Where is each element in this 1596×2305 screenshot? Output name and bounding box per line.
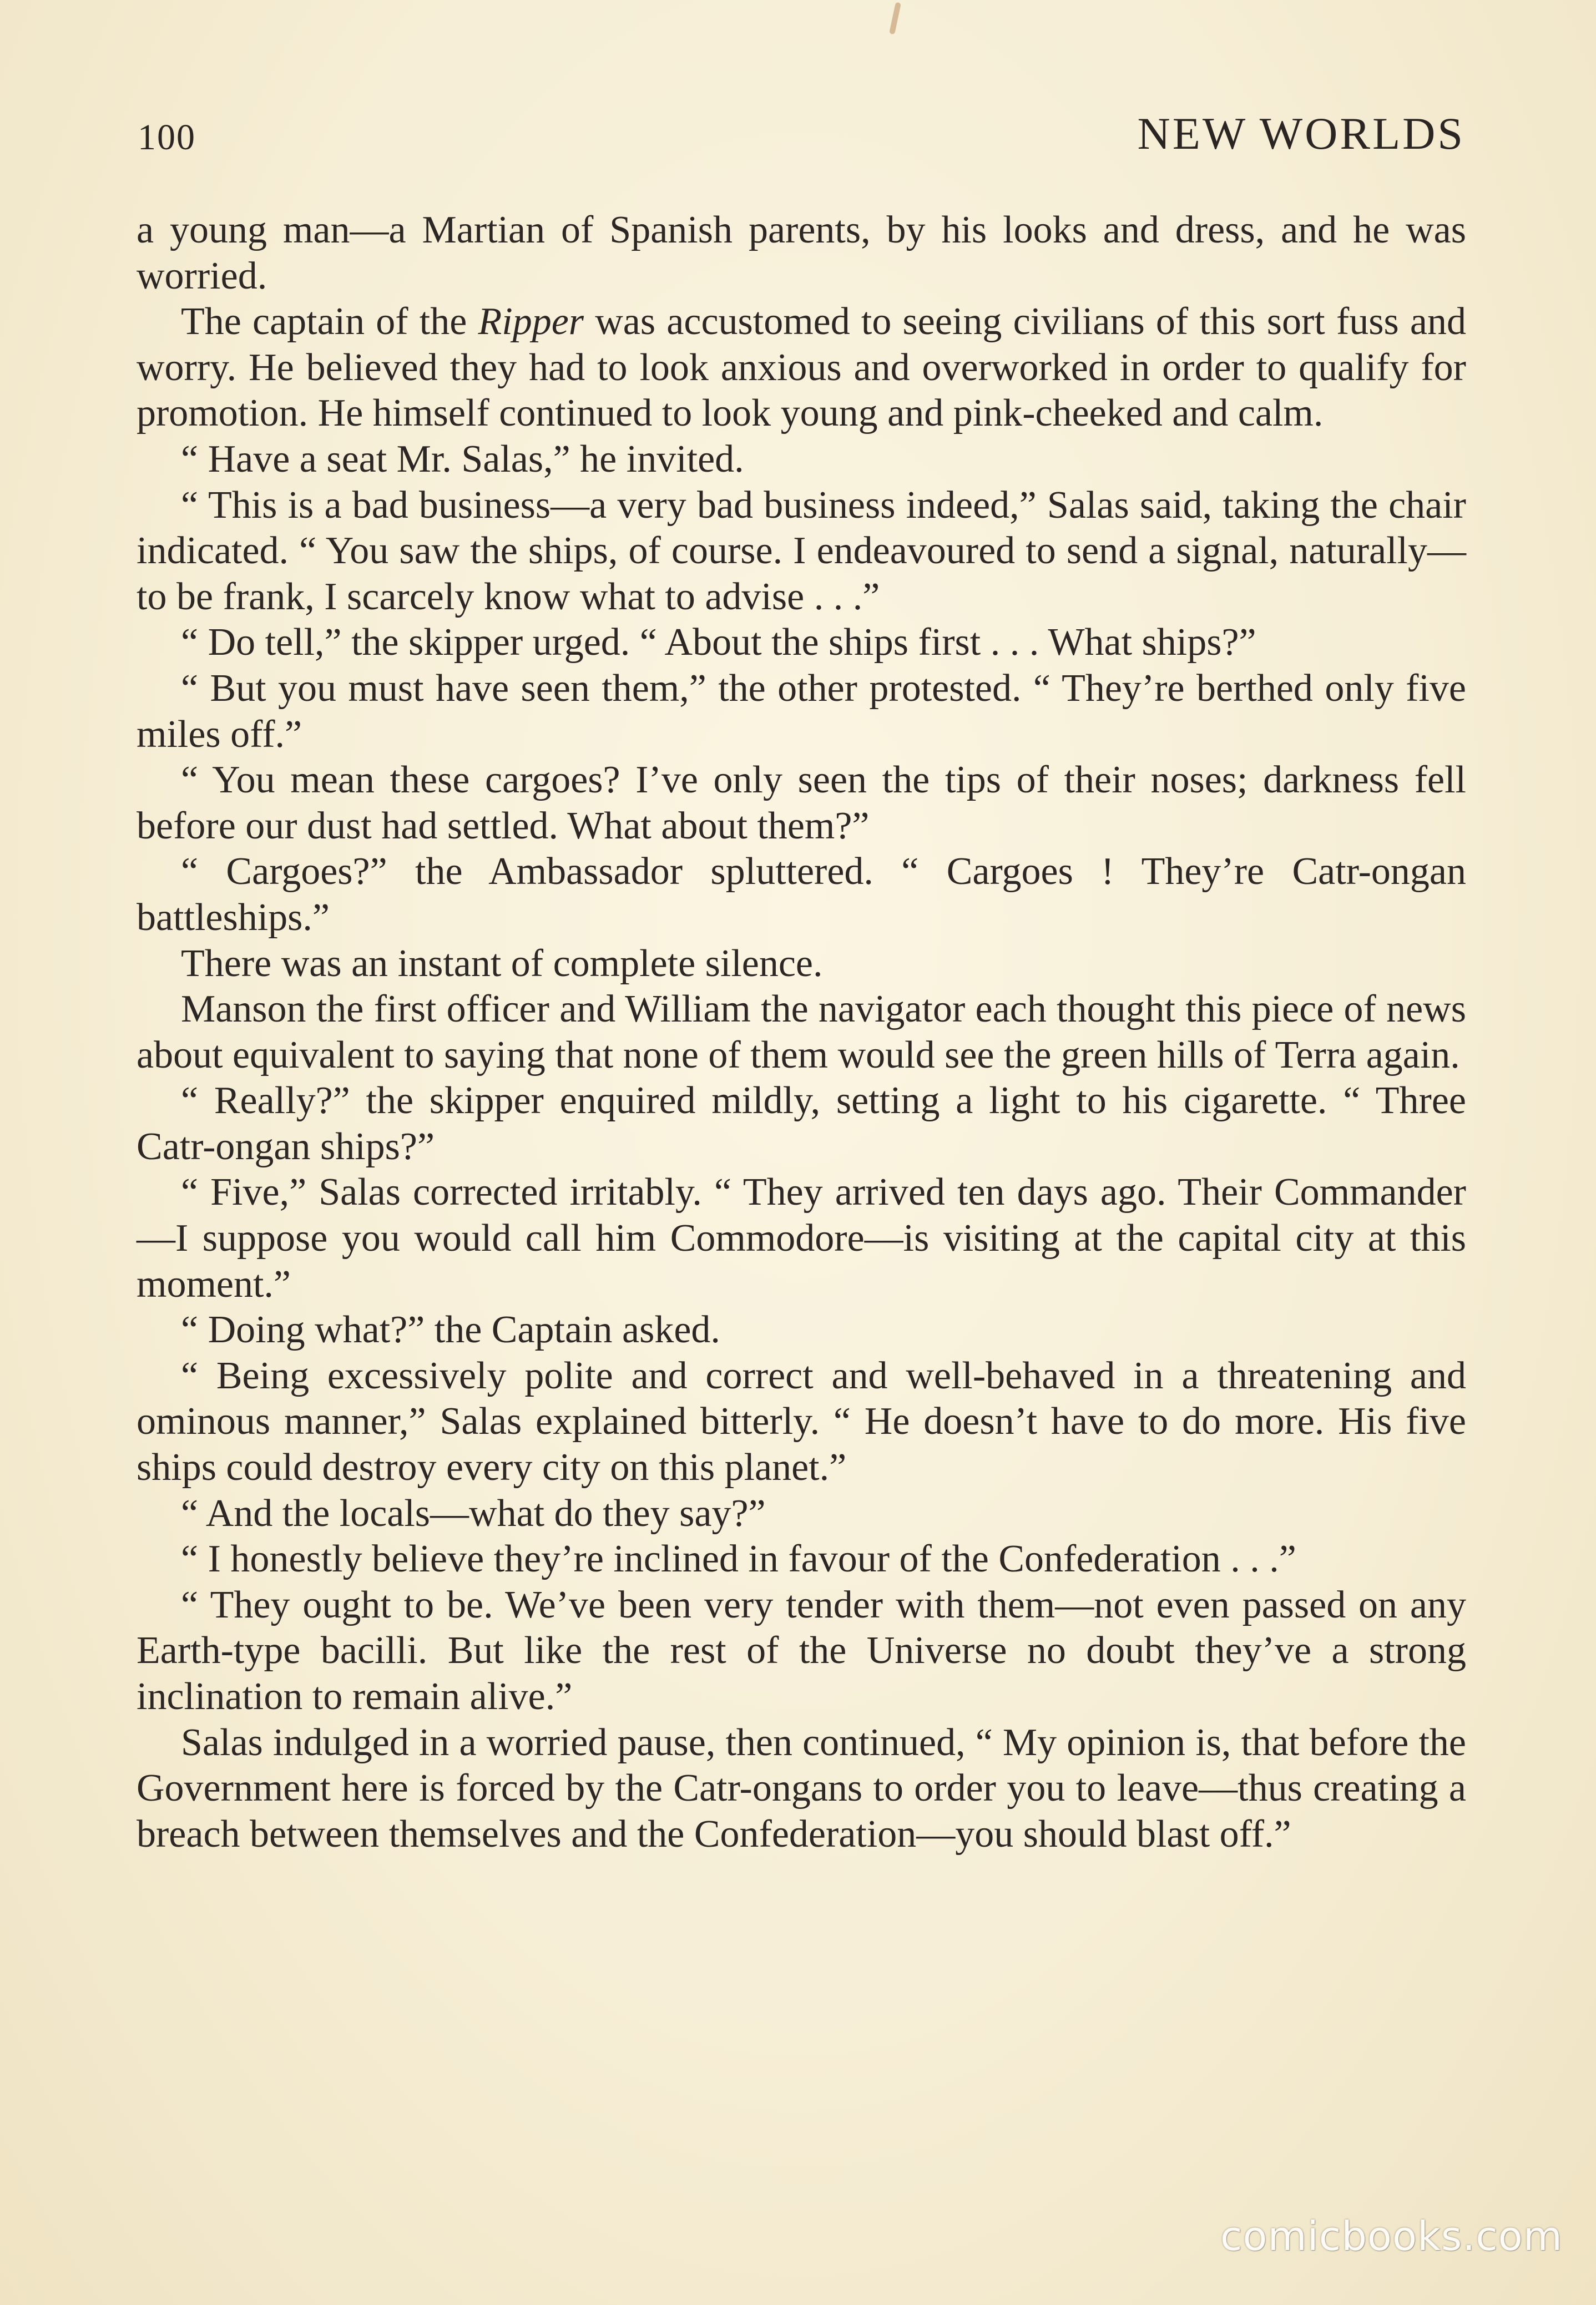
paragraph-text: The captain of the (181, 300, 478, 343)
watermark: comicbooks.com (1220, 2213, 1563, 2259)
paragraph: “ Do tell,” the skipper urged. “ About the ships first . . . What ships?” (181, 621, 1256, 664)
paragraph: “ Cargoes?” the Ambassador spluttered. “ Cargoes ! They’re Catr-ongan battleships.” (137, 850, 1466, 939)
body-text (137, 208, 1466, 1857)
paragraph-text: was accustomed to seeing civilians of this sort fuss and worry. He believed they had to look anxious and overworked in order to qualify for promotion. He himself continued to look young and pink-cheeked and calm. (137, 300, 1466, 435)
running-head: NEW WORLDS (1137, 108, 1465, 159)
paragraph: “ Being excessively polite and correct and well-behaved in a threatening and ominous manner,” Salas explained bitterly. “ He doesn’t have to do more. His five ships could destroy every city on this planet.” (137, 1354, 1466, 1489)
paragraph: a young man—a Martian of Spanish parents, by his looks and dress, and he was worried. (137, 209, 1466, 297)
paragraph: There was an instant of complete silence. (181, 942, 823, 985)
paragraph (137, 299, 1466, 437)
paragraph: “ You mean these cargoes? I’ve only seen the tips of their noses; darkness fell before our dust had settled. What about them?” (137, 759, 1466, 847)
paragraph: “ And the locals—what do they say?” (181, 1492, 766, 1535)
paragraph: Manson the first officer and William the navigator each thought this piece of news about equivalent to saying that none of them would see the green hills of Terra again. (137, 988, 1466, 1076)
paragraph: “ Five,” Salas corrected irritably. “ They arrived ten days ago. Their Commander—I suppose you would call him Commodore—is visiting at the capital city at this moment.” (137, 1171, 1466, 1306)
page-header (138, 105, 1465, 166)
paragraph: “ Doing what?” the Captain asked. (181, 1308, 720, 1352)
ink-mark (889, 2, 901, 35)
paragraph: “ Have a seat Mr. Salas,” he invited. (181, 437, 744, 481)
paragraph: “ This is a bad business—a very bad business indeed,” Salas said, taking the chair indicated. “ You saw the ships, of course. I endeavoured to send a signal, naturally—to be frank, I scarcely know what to advise . . .” (137, 483, 1466, 618)
paragraph: “ They ought to be. We’ve been very tender with them—not even passed on any Earth-type bacilli. But like the rest of the Universe no doubt they’ve a strong inclination to remain alive.” (137, 1583, 1466, 1718)
paragraph: “ I honestly believe they’re inclined in favour of the Confederation . . .” (181, 1538, 1296, 1581)
paragraph: “ Really?” the skipper enquired mildly, setting a light to his cigarette. “ Three Catr-ongan ships?” (137, 1079, 1466, 1168)
paragraph: “ But you must have seen them,” the other protested. “ They’re berthed only five miles off.” (137, 666, 1466, 756)
page-number: 100 (138, 117, 196, 158)
paragraph: Salas indulged in a worried pause, then continued, “ My opinion is, that before the Government here is forced by the Catr-ongans to order you to leave—thus creating a breach between themselves and the Confederation—you should blast off.” (137, 1721, 1466, 1856)
ship-name: Ripper (478, 300, 584, 343)
